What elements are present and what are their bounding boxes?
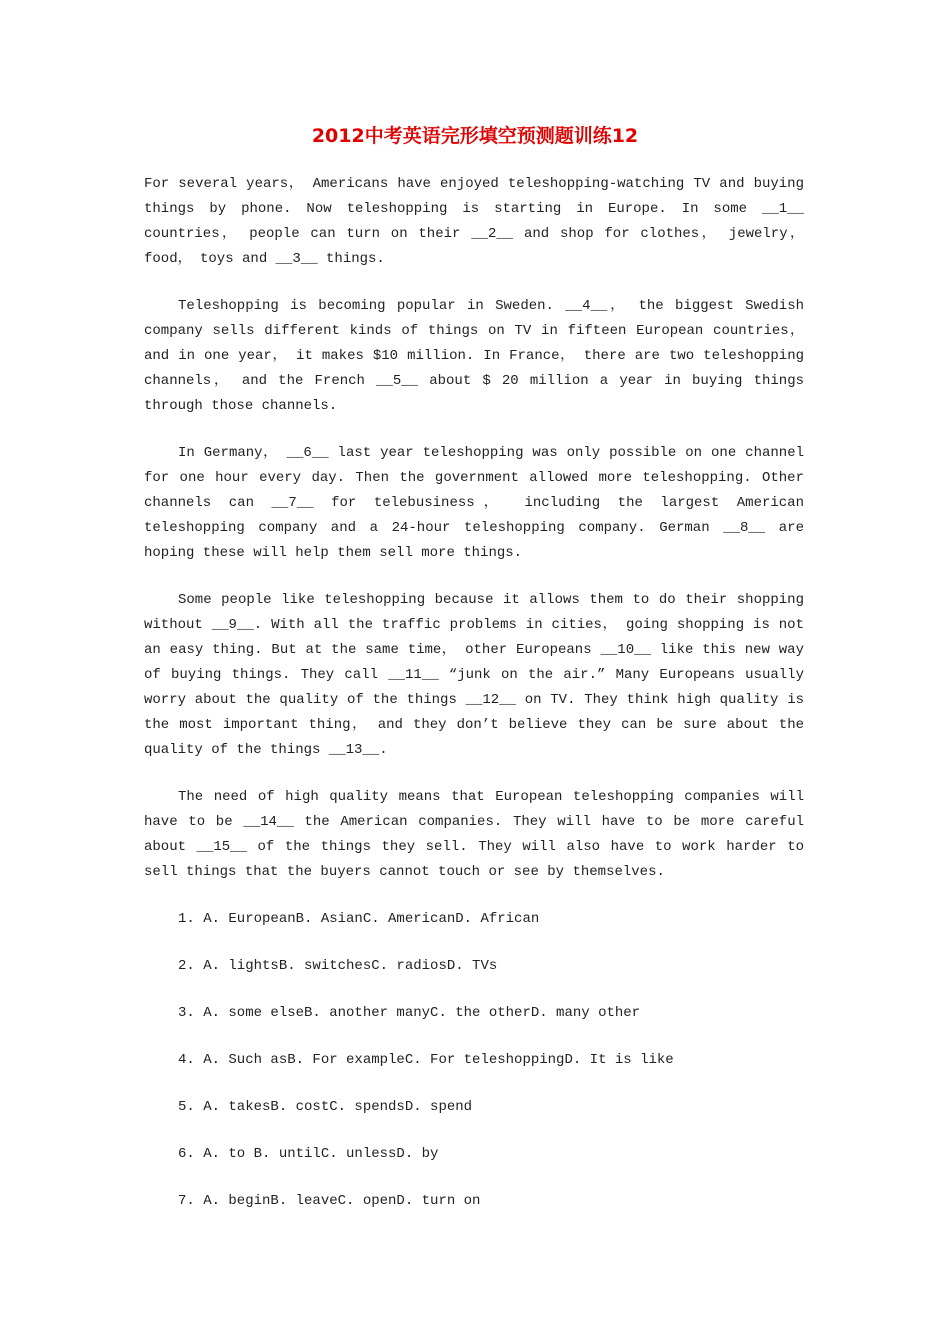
question-3: 3. A. some elseB. another manyC. the otherD. many other bbox=[178, 1005, 641, 1021]
question-4: 4. A. Such asB. For exampleC. For teleshoppingD. It is like bbox=[178, 1052, 674, 1068]
document-body bbox=[144, 172, 804, 1236]
question-2: 2. A. lightsB. switchesC. radiosD. TVs bbox=[178, 958, 498, 974]
passage-paragraph-4: Some people like teleshopping because it allows them to do their shopping without __9__. With all the traffic problems in cities， going shopping is not an easy thing. But at the same time， other Europeans __10__ like this new way of buying things. They call __11__ “junk on the air.” Many Europeans usually worry about the quality of the things __12__ on TV. They think high quality is the most important thing， and they don’t believe they can be sure about the quality of the things __13__. bbox=[144, 592, 804, 758]
question-1: 1. A. EuropeanB. AsianC. AmericanD. African bbox=[178, 911, 540, 927]
question-5: 5. A. takesB. costC. spendsD. spend bbox=[178, 1099, 473, 1115]
passage-paragraph-3: In Germany， __6__ last year teleshopping was only possible on one channel for one hour every day. Then the government allowed more teleshopping. Other channels can __7__ for telebusiness， including the largest American teleshopping company and a 24-hour teleshopping company. German __8__ are hoping these will help them sell more things. bbox=[144, 445, 804, 561]
passage-paragraph-5: The need of high quality means that European teleshopping companies will have to be __14__ the American companies. They will have to be more careful about __15__ of the things they sell. They will also have to work harder to sell things that the buyers cannot touch or see by themselves. bbox=[144, 789, 804, 880]
document-title: 2012中考英语完形填空预测题训练12 bbox=[311, 125, 639, 147]
passage-paragraph-2: Teleshopping is becoming popular in Sweden. __4__， the biggest Swedish company sells different kinds of things on TV in fifteen European countries， and in one year， it makes $10 million. In France， there are two teleshopping channels， and the French __5__ about $ 20 million a year in buying things through those channels. bbox=[144, 298, 804, 414]
passage-paragraph-1: For several years， Americans have enjoyed teleshopping-watching TV and buying things by phone. Now teleshopping is starting in Europe. In some __1__ countries， people can turn on their __2__ and shop for clothes， jewelry， food， toys and __3__ things. bbox=[144, 176, 804, 267]
question-7: 7. A. beginB. leaveC. openD. turn on bbox=[178, 1193, 481, 1209]
question-6: 6. A. to B. untilC. unlessD. by bbox=[178, 1146, 439, 1162]
